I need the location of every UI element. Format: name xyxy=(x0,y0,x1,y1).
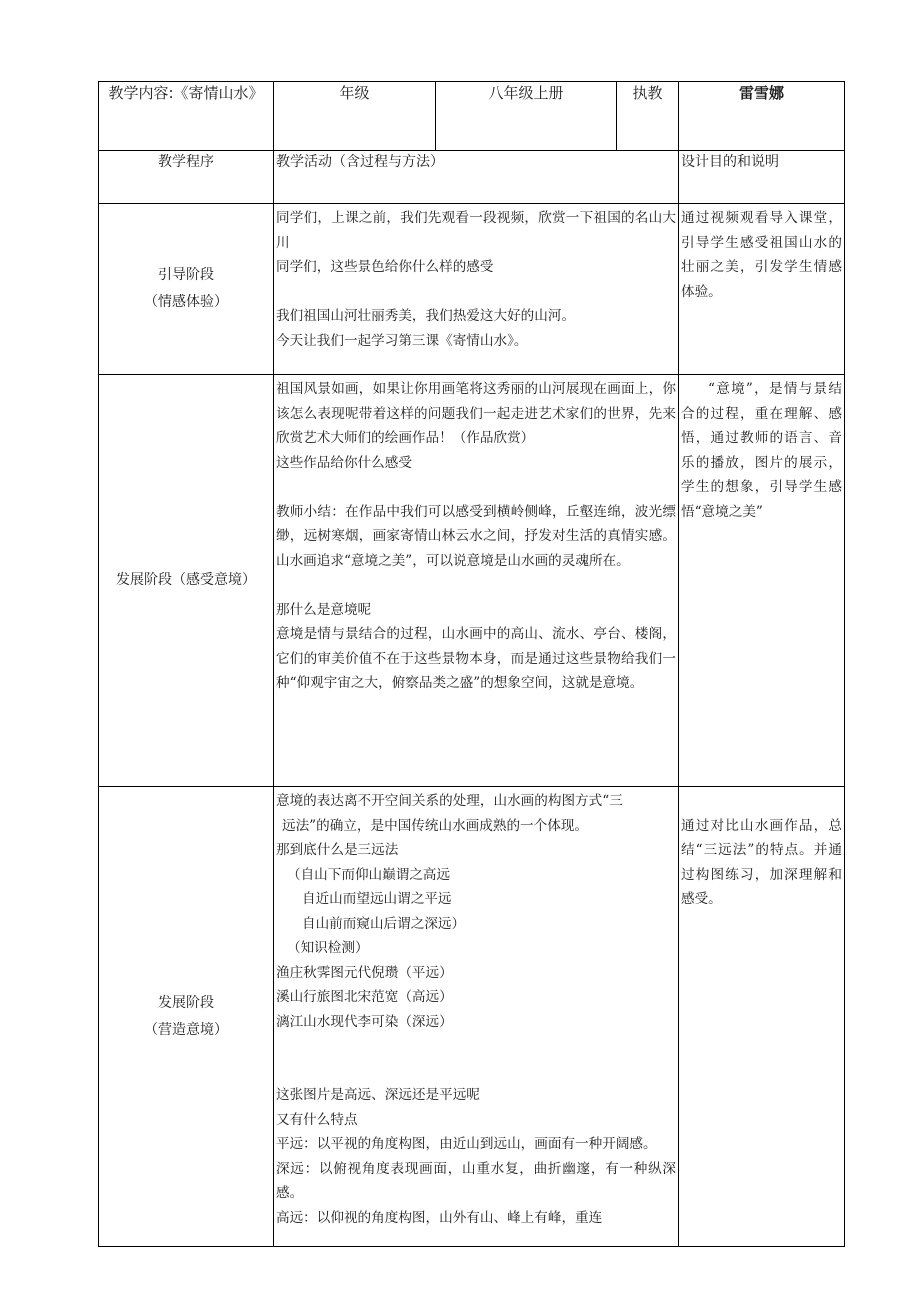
activity-paragraph: 那什么是意境呢 xyxy=(276,601,372,618)
purpose-cell: “意境”，是情与景结合的过程，重在理解、感悟，通过教师的语言、音乐的播放，图片的展示，学生的想象，引导学生感悟“意境之美” xyxy=(679,375,845,787)
activity-paragraph: 意境的表达离不开空间关系的处理，山水画的构图方式“三 xyxy=(276,793,623,809)
activity-cell xyxy=(274,375,679,787)
definition-line: 自山前而窥山后谓之深远） xyxy=(302,915,466,932)
artwork-line: 漓江山水现代李可染（深远） xyxy=(276,1013,453,1030)
activity-paragraph: 祖国风景如画，如果让你用画笔将这秀丽的山河展现在画面上，你该怎么表现呢带着这样的问题我们一起走进艺术家们的世界，先来欣赏艺术大师们的绘画作品！（作品欣赏） xyxy=(276,381,676,446)
stage-cell xyxy=(99,204,274,375)
stage-title: 引导阶段 xyxy=(158,267,214,283)
table-row xyxy=(99,375,845,787)
activity-cell xyxy=(274,204,679,375)
activity-paragraph: 我们祖国山河壮丽秀美，我们热爱这大好的山河。 xyxy=(276,308,576,324)
stage-title: 发展阶段（感受意境） xyxy=(116,572,256,588)
teacher-label: 执教 xyxy=(617,82,679,151)
purpose-cell: 通过视频观看导入课堂，引导学生感受祖国山水的壮丽之美，引发学生情感体验。 xyxy=(679,204,845,375)
activity-paragraph: 高远：以仰视的角度构图，山外有山、峰上有峰，重连 xyxy=(276,1209,603,1226)
table-row xyxy=(99,787,845,1247)
header-row xyxy=(99,82,845,151)
activity-paragraph: 深远：以俯视角度表现画面，山重水复，曲折幽邃，有一种纵深感。 xyxy=(276,1160,676,1201)
purpose-text: 通过对比山水画作品，总结“三远法”的特点。并通过构图练习，加深理解和感受。 xyxy=(681,817,842,907)
activity-paragraph: 教师小结：在作品中我们可以感受到横岭侧峰，丘壑连绵，波光缥缈，远树寒烟，画家寄情山林云水之间，抒发对生活的真情实感。山水画追求“意境之美”，可以说意境是山水画的灵魂所在。 xyxy=(276,503,676,569)
grade-label: 年级 xyxy=(274,82,436,151)
artwork-line: 溪山行旅图北宋范宽（高远） xyxy=(276,989,453,1005)
stage-subtitle: （情感体验） xyxy=(144,294,228,310)
activity-paragraph: 平远：以平视的角度构图，由近山到远山，画面有一种开阔感。 xyxy=(276,1136,657,1152)
activity-paragraph: 远法”的确立，是中国传统山水画成熟的一个体现。 xyxy=(282,817,589,834)
activity-paragraph: 同学们，上课之前，我们先观看一段视频，欣赏一下祖国的名山大川 xyxy=(276,210,676,251)
definition-line: （自山下而仰山巅谓之高远 xyxy=(287,866,451,883)
grade-value: 八年级上册 xyxy=(436,82,617,151)
activity-cell xyxy=(274,787,679,1247)
stage-cell xyxy=(99,787,274,1247)
knowledge-check: （知识检测） xyxy=(287,940,369,956)
activity-paragraph: 那到底什么是三远法 xyxy=(276,842,399,858)
definition-line: 自近山而望远山谓之平远 xyxy=(302,891,452,907)
stage-title: 发展阶段 xyxy=(158,994,214,1011)
column-header-stage: 教学程序 xyxy=(99,151,274,204)
teacher-name: 雷雪娜 xyxy=(679,82,845,151)
activity-paragraph: 这些作品给你什么感受 xyxy=(276,454,412,471)
stage-cell xyxy=(99,375,274,787)
stage-subtitle: （营造意境） xyxy=(144,1021,228,1038)
column-header-activity: 教学活动（含过程与方法） xyxy=(274,151,679,204)
column-header-row xyxy=(99,151,845,204)
activity-paragraph: 这张图片是高远、深远还是平远呢 xyxy=(276,1087,480,1103)
column-header-purpose: 设计目的和说明 xyxy=(679,151,845,204)
activity-paragraph: 同学们，这些景色给你什么样的感受 xyxy=(276,259,494,275)
purpose-cell xyxy=(679,787,845,1247)
artwork-line: 渔庄秋霁图元代倪瓒（平远） xyxy=(276,964,453,981)
content-label: 教学内容:《寄情山水》 xyxy=(99,82,274,151)
activity-paragraph: 又有什么特点 xyxy=(276,1111,358,1128)
activity-paragraph: 今天让我们一起学习第三课《寄情山水》。 xyxy=(276,332,528,349)
activity-paragraph: 意境是情与景结合的过程，山水画中的高山、流水、亭台、楼阁，它们的审美价值不在于这些景物本身，而是通过这些景物给我们一种“仰观宇宙之大，俯察品类之盛”的想象空间，这就是意境。 xyxy=(276,626,676,691)
table-row xyxy=(99,204,845,375)
lesson-plan-table xyxy=(98,81,845,1247)
